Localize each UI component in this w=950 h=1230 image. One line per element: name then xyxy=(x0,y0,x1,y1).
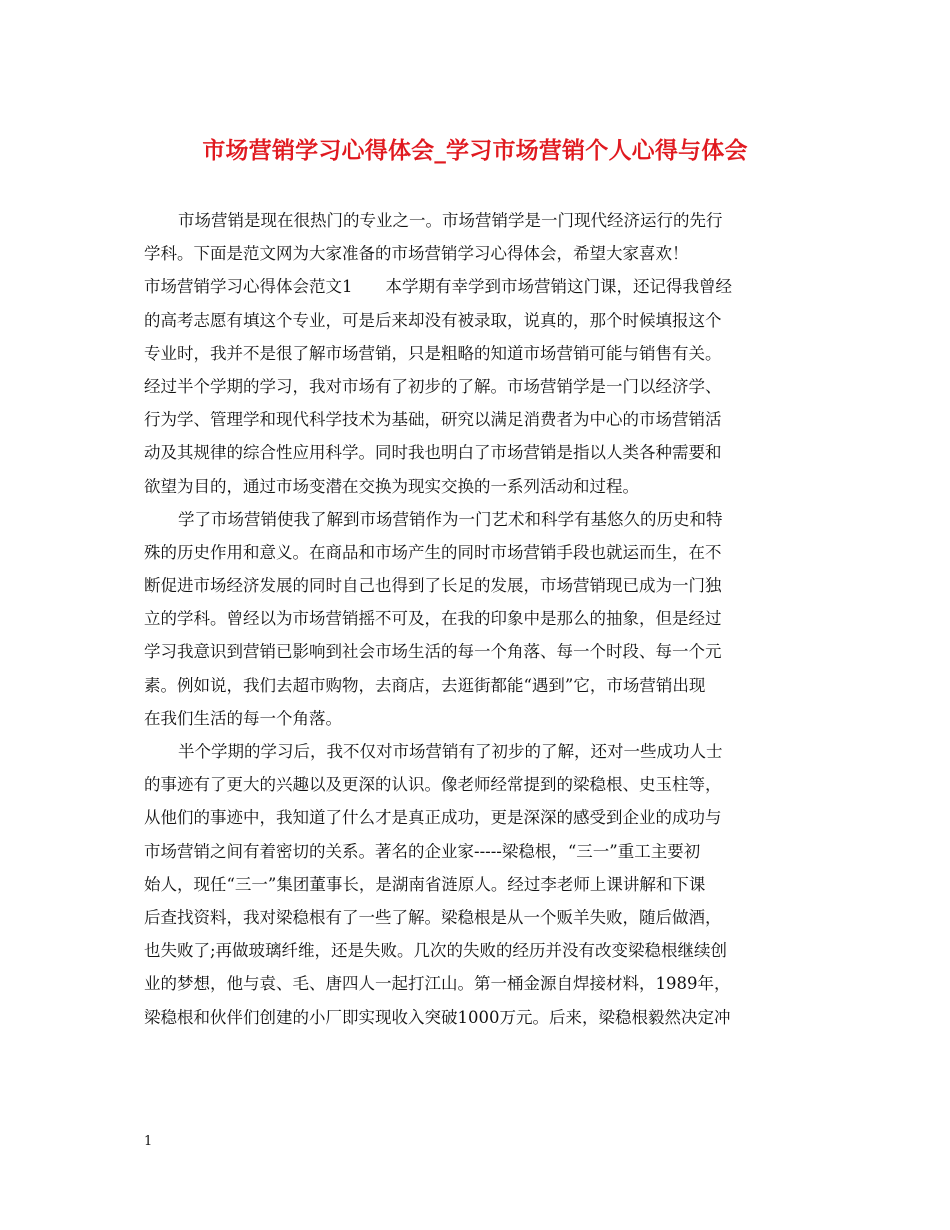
text-line: 在我们生活的每一个角落。 xyxy=(144,708,342,728)
text-line: 立的学科。曾经以为市场营销摇不可及，在我的印象中是那么的抽象，但是经过 xyxy=(144,609,722,629)
text-line: 市场营销是现在很热门的专业之一。市场营销学是一门现代经济运行的先行 xyxy=(178,211,723,230)
text-line: 动及其规律的综合性应用科学。同时我也明白了市场营销是指以人类各种需要和 xyxy=(144,443,722,463)
text-line: 后查找资料，我对梁稳根有了一些了解。梁稳根是从一个贩羊失败，随后做酒， xyxy=(144,907,722,927)
text-line: 的高考志愿有填这个专业，可是后来却没有被录取，说真的，那个时候填报这个 xyxy=(144,310,722,330)
text-line: 素。例如说，我们去超市购物，去商店，去逛街都能“遇到”它，市场营销出现 xyxy=(144,675,706,695)
document-title: 市场营销学习心得体会_学习市场营销个人心得与体会 xyxy=(202,137,748,164)
text-line: 也失败了;再做玻璃纤维，还是失败。几次的失败的经历并没有改变梁稳根继续创 xyxy=(144,941,728,961)
text-line: 半个学期的学习后，我不仅对市场营销有了初步的了解，还对一些成功人士 xyxy=(178,742,723,761)
text-line: 经过半个学期的学习，我对市场有了初步的了解。市场营销学是一门以经济学、 xyxy=(144,376,722,396)
text-line: 的事迹有了更大的兴趣以及更深的认识。像老师经常提到的梁稳根、史玉柱等， xyxy=(144,775,722,795)
text-line: 行为学、管理学和现代科学技术为基础，研究以满足消费者为中心的市场营销活 xyxy=(144,410,722,430)
text-line: 从他们的事迹中，我知道了什么才是真正成功，更是深深的感受到企业的成功与 xyxy=(144,808,722,828)
text-line: 断促进市场经济发展的同时自己也得到了长足的发展，市场营销现已成为一门独 xyxy=(144,576,722,596)
text-line: 专业时，我并不是很了解市场营销，只是粗略的知道市场营销可能与销售有关。 xyxy=(144,343,722,363)
text-line: 市场营销学习心得体会范文1 本学期有幸学到市场营销这门课，还记得我曾经 xyxy=(144,277,732,297)
text-line: 业的梦想，他与袁、毛、唐四人一起打江山。第一桶金源自焊接材料，1989年， xyxy=(144,974,731,994)
text-line: 学了市场营销使我了解到市场营销作为一门艺术和科学有基悠久的历史和特 xyxy=(178,509,723,529)
text-line: 殊的历史作用和意义。在商品和市场产生的同时市场营销手段也就运而生，在不 xyxy=(144,542,722,562)
text-line: 学习我意识到营销已影响到社会市场生活的每一个角落、每一个时段、每一个元 xyxy=(144,642,722,662)
text-line: 欲望为目的，通过市场变潜在交换为现实交换的一系列活动和过程。 xyxy=(144,476,639,496)
text-line: 始人，现任“三一”集团董事长，是湖南省涟原人。经过李老师上课讲解和下课 xyxy=(144,874,706,894)
page-number: 1 xyxy=(144,1134,153,1149)
document-body xyxy=(144,204,824,1034)
text-line: 梁稳根和伙伴们创建的小厂即实现收入突破1000万元。后来，梁稳根毅然决定冲 xyxy=(144,1007,731,1027)
text-line: 市场营销之间有着密切的关系。著名的企业家-----梁稳根，“三一”重工主要初 xyxy=(144,841,701,861)
text-line: 学科。下面是范文网为大家准备的市场营销学习心得体会，希望大家喜欢！ xyxy=(144,244,689,264)
